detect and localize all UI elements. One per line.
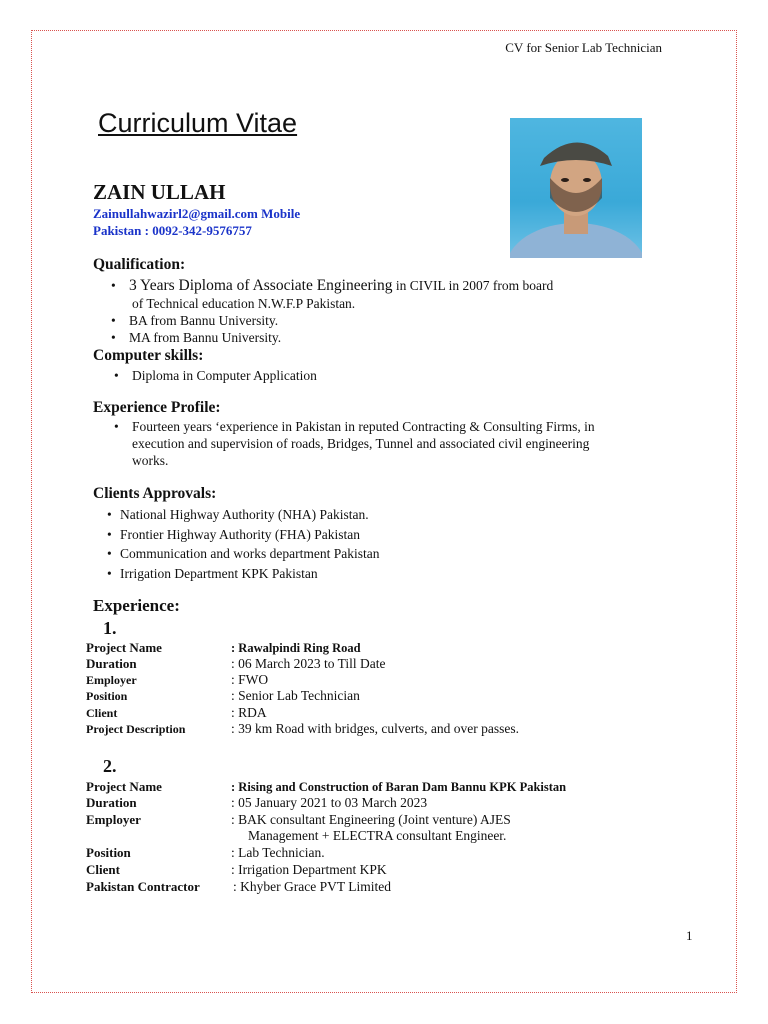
- computer-skill-diploma: Diploma in Computer Application: [132, 368, 317, 383]
- list-item: [107, 564, 680, 584]
- client-fha: Frontier Highway Authority (FHA) Pakistan: [120, 526, 360, 542]
- experience-profile-line: execution and supervision of roads, Bridges, Tunnel and associated civil engineering: [132, 436, 590, 451]
- field-label: Project Name: [86, 779, 162, 794]
- list-item: [114, 418, 692, 435]
- contact-info: [93, 205, 300, 239]
- list-item: [111, 312, 689, 329]
- qualification-diploma: 3 Years Diploma of Associate Engineering: [129, 277, 393, 294]
- project-1-number: 1.: [103, 618, 117, 638]
- experience-profile-list: [114, 418, 692, 469]
- candidate-name: ZAIN ULLAH: [93, 180, 226, 204]
- list-item: [111, 276, 689, 295]
- project-2-number: 2.: [103, 756, 117, 776]
- field-label: Project Name: [86, 640, 162, 655]
- bullet-icon: •: [107, 507, 112, 522]
- field-value: Management + ELECTRA consultant Engineer.: [248, 828, 507, 843]
- qualification-diploma-board: of Technical education N.W.F.P Pakistan.: [132, 296, 356, 311]
- bullet-icon: •: [114, 419, 119, 434]
- bullet-icon: •: [114, 368, 119, 383]
- list-item: [107, 525, 680, 545]
- cv-title: Curriculum Vitae: [98, 108, 298, 138]
- bullet-icon: •: [107, 565, 112, 581]
- experience-profile-line: Fourteen years ‘experience in Pakistan in reputed Contracting & Consulting Firms, in: [132, 419, 595, 434]
- contact-phone-line: Pakistan : 0092-342-9576757: [93, 223, 252, 238]
- field-value: : Rawalpindi Ring Road: [231, 641, 361, 655]
- experience-profile-line: works.: [132, 453, 169, 468]
- computer-skills-list: [114, 367, 692, 384]
- list-item-continuation: [132, 452, 692, 469]
- list-item: [107, 544, 680, 564]
- field-value: : Lab Technician.: [231, 845, 325, 860]
- qualification-ba: BA from Bannu University.: [129, 313, 279, 328]
- bullet-icon: •: [111, 278, 116, 293]
- field-value: : 05 January 2021 to 03 March 2023: [231, 795, 428, 810]
- field-label: Employer: [86, 812, 141, 827]
- field-value: : BAK consultant Engineering (Joint venture) AJES: [231, 812, 511, 827]
- bullet-icon: •: [107, 526, 112, 542]
- client-cw: Communication and works department Pakistan: [120, 546, 380, 561]
- qualification-list: [111, 276, 689, 346]
- experience-heading: Experience:: [93, 596, 180, 615]
- field-value: : Irrigation Department KPK: [231, 862, 387, 877]
- field-label: Employer: [86, 673, 137, 687]
- computer-skills-heading: Computer skills:: [93, 347, 204, 364]
- clients-heading: Clients Approvals:: [93, 485, 217, 502]
- field-label: Position: [86, 845, 131, 860]
- header-note: CV for Senior Lab Technician: [505, 40, 662, 55]
- field-label: Client: [86, 862, 120, 877]
- field-value: : Rising and Construction of Baran Dam Bannu KPK Pakistan: [231, 780, 567, 794]
- field-label: Pakistan Contractor: [86, 879, 200, 894]
- qualification-diploma-detail: in CIVIL in 2007 from board: [392, 278, 554, 293]
- list-item: [111, 329, 689, 346]
- client-irrigation: Irrigation Department KPK Pakistan: [120, 565, 318, 581]
- contact-email-line: Zainullahwazirl2@gmail.com Mobile: [93, 206, 301, 221]
- field-value: : Khyber Grace PVT Limited: [233, 879, 391, 894]
- list-item: [114, 367, 692, 384]
- qualification-heading: Qualification:: [93, 256, 186, 273]
- client-nha: National Highway Authority (NHA) Pakistan.: [120, 507, 369, 522]
- field-value: : 06 March 2023 to Till Date: [231, 656, 386, 671]
- list-item-continuation: [129, 295, 689, 312]
- list-item: [107, 505, 680, 525]
- bullet-icon: •: [111, 330, 116, 345]
- field-label: Duration: [86, 795, 137, 810]
- field-label: Duration: [86, 656, 137, 671]
- list-item-continuation: [132, 435, 692, 452]
- bullet-icon: •: [111, 313, 116, 328]
- profile-photo: [510, 118, 642, 258]
- field-label: Project Description: [86, 722, 186, 736]
- qualification-ma: MA from Bannu University.: [129, 330, 282, 345]
- field-value: : RDA: [231, 705, 267, 720]
- field-value: : Senior Lab Technician: [231, 688, 360, 703]
- page-number: 1: [686, 928, 693, 943]
- field-value: : FWO: [231, 672, 269, 687]
- bullet-icon: •: [107, 546, 112, 561]
- field-label: Position: [86, 689, 128, 703]
- clients-list: [107, 505, 680, 583]
- profile-photo-image: [510, 118, 642, 258]
- field-label: Client: [86, 706, 118, 720]
- experience-profile-heading: Experience Profile:: [93, 399, 221, 416]
- field-value: : 39 km Road with bridges, culverts, and over passes.: [231, 721, 519, 736]
